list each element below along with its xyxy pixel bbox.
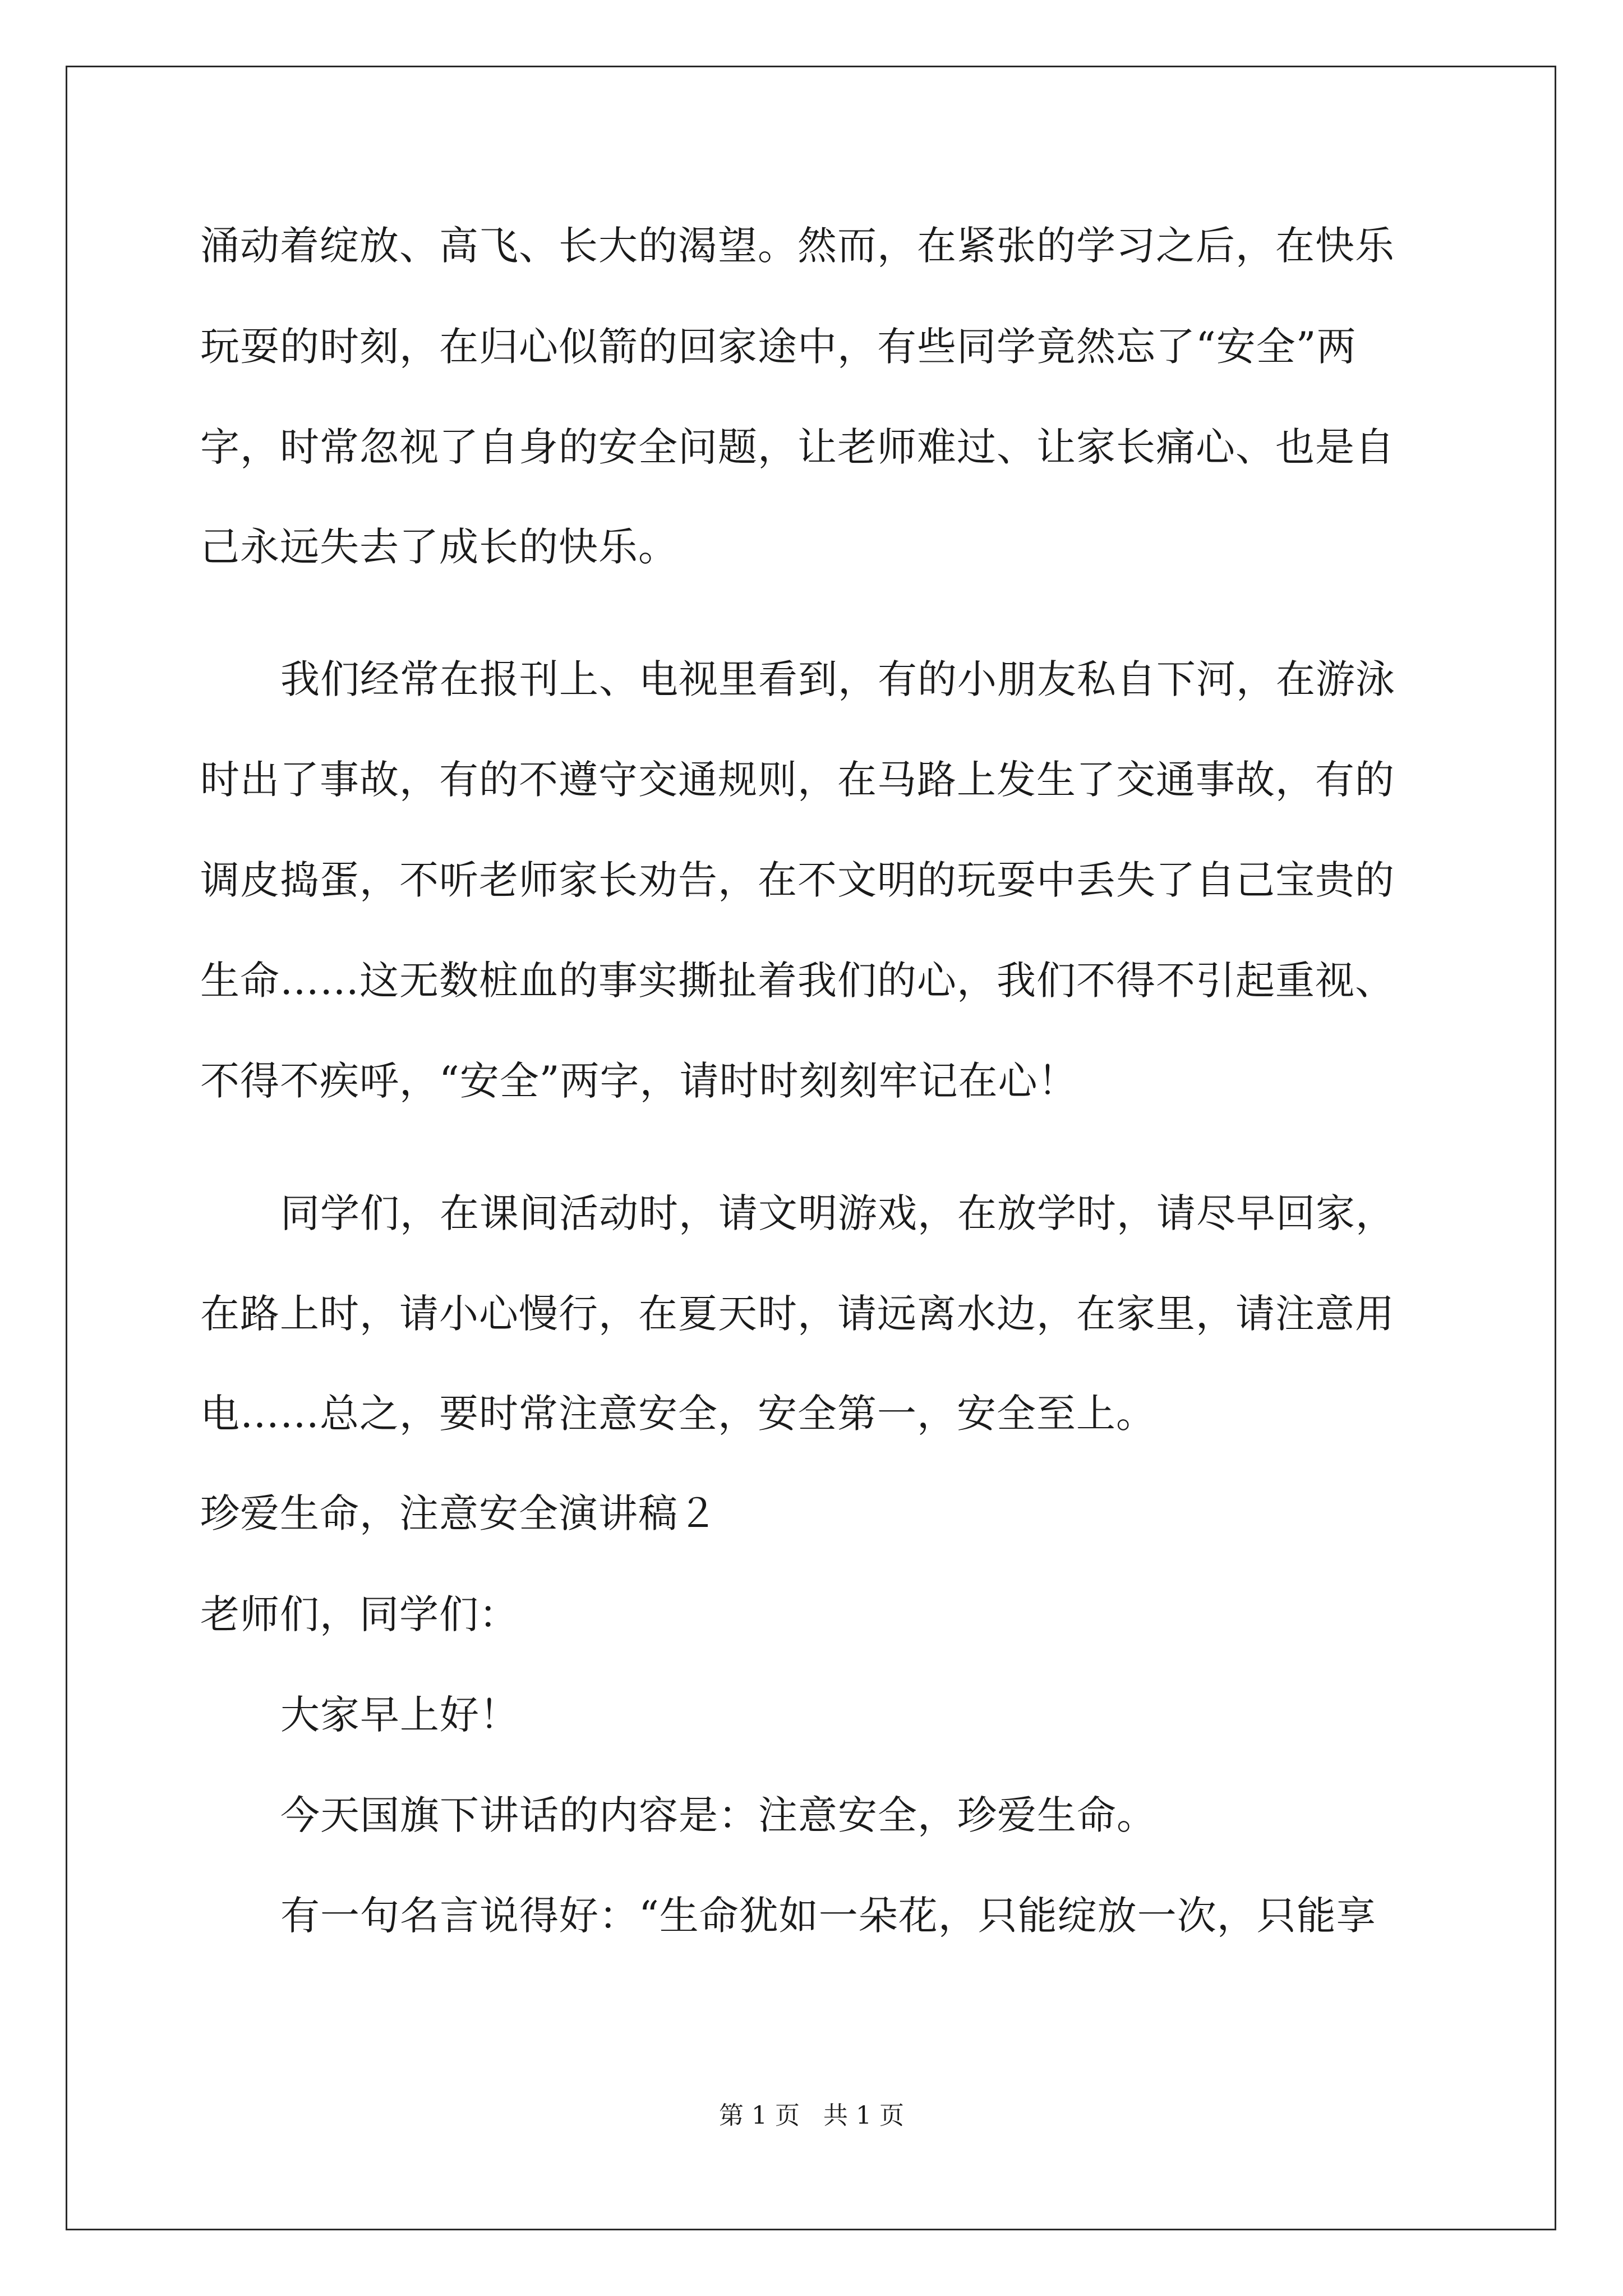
salutation: 老师们，同学们： [200,1591,519,1637]
body-text-line: 调皮捣蛋，不听老师家长劝告，在不文明的玩耍中丢失了自己宝贵的 [200,857,1395,903]
body-text-line: 我们经常在报刊上、电视里看到，有的小朋友私自下河，在游泳 [280,656,1395,702]
body-text-line: 有一句名言说得好：“生命犹如一朵花，只能绽放一次，只能享 [280,1893,1376,1939]
section-heading: 珍爱生命，注意安全演讲稿２ [200,1490,718,1536]
greeting: 大家早上好！ [280,1692,519,1738]
body-text-line: 在路上时，请小心慢行，在夏天时，请远离水边，在家里，请注意用 [200,1291,1395,1337]
body-text-line: 不得不疾呼，“安全”两字，请时时刻刻牢记在心！ [200,1058,1078,1104]
body-text-line: 今天国旗下讲话的内容是：注意安全，珍爱生命。 [280,1792,1156,1838]
body-text-line: 字，时常忽视了自身的安全问题，让老师难过、让家长痛心、也是自 [200,424,1395,470]
body-text-line: 涌动着绽放、高飞、长大的渴望。然而，在紧张的学习之后，在快乐 [200,223,1395,269]
body-text-line: 生命……这无数桩血的事实撕扯着我们的心，我们不得不引起重视、 [200,958,1395,1004]
page-number-footer: 第 1 页 共 1 页 [719,2101,904,2130]
body-text-line: 己永远失去了成长的快乐。 [200,524,678,570]
body-text-line: 同学们，在课间活动时，请文明游戏，在放学时，请尽早回家， [280,1190,1395,1236]
body-text-line: 时出了事故，有的不遵守交通规则，在马路上发生了交通事故，有的 [200,757,1395,803]
body-text-line: 玩耍的时刻，在归心似箭的回家途中，有些同学竟然忘了“安全”两 [200,324,1357,370]
body-text-line: 电……总之，要时常注意安全，安全第一，安全至上。 [200,1391,1156,1437]
